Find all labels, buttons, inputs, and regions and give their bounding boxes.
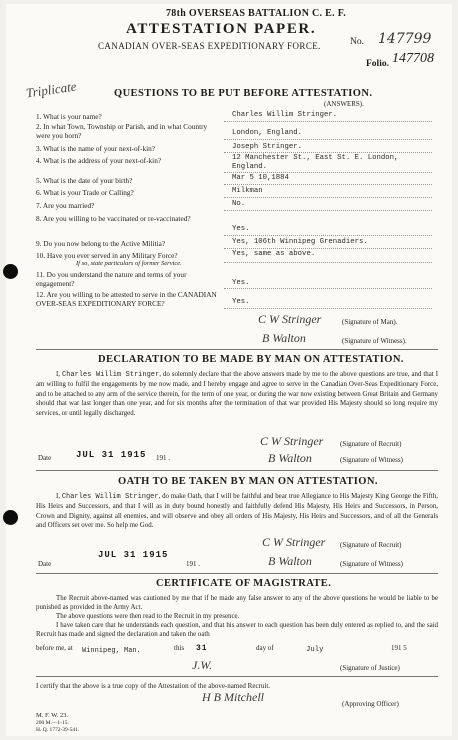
officer-label: (Approving Officer) xyxy=(342,700,399,708)
answer-12: Yes. xyxy=(232,298,250,306)
oath-signature: C W Stringer xyxy=(262,535,326,549)
question-10: 10. Have you ever served in any Military Force? xyxy=(36,251,178,260)
oath-year-prefix: 191 . xyxy=(186,560,200,568)
signature-man-label: (Signature of Man). xyxy=(342,318,398,326)
attestation-paper xyxy=(6,4,452,736)
justice-label: (Signature of Justice) xyxy=(340,664,400,672)
oath-text: I, Charles Willim Stringer, do make Oath, that I will be faithful and bear true Allegiance to His Majesty King George the Fifth, His Heirs and Successors, and that I will as in duty bound honestly and faithfully defend His Majesty, His Heirs and Successors, in Person, Crown and Dignity, against all enemies, and will observe and obey all orders of His Majesty, His Heirs and Successors, and of all the Generals and Officers set over me. So help me God. xyxy=(36,493,438,530)
day-of-label: day of xyxy=(256,644,274,652)
month-value: July xyxy=(306,646,324,654)
certificate-p3: I have taken care that he understands each question, and that his answer to each question has been duly entered as replied to, and the said Recruit has made and signed the declaration and taken the oath xyxy=(36,622,438,639)
question-6: 6. What is your Trade or Calling? xyxy=(36,188,134,197)
question-10-note: If so, state particulars of former Service. xyxy=(76,260,182,267)
declaration-text: I, Charles Willim Stringer, do solemnly declare that the above answers made by me to the above questions are true, and that I am willing to fulfil the engagements by me now made, and I hereby engage and agree to serve in the Canadian Over-Seas Expeditionary Force, and to be attached to any arm of the service therein, for the term of one year, or during the war now existing between Great Britain and Germany should that war last longer than one year, and for six months after the termination of that war provided His Majesty should so long require my services, or until legally discharged. xyxy=(36,371,439,417)
certificate-p1: The Recruit above-named was cautioned by me that if he made any false answer to any of the above questions he would be liable to be punished as provided in the Army Act. xyxy=(36,595,438,612)
signature-man: C W Stringer xyxy=(258,312,322,326)
answer-6: Milkman xyxy=(232,187,263,195)
question-5: 5. What is the date of your birth? xyxy=(36,176,133,185)
answers-label: (ANSWERS). xyxy=(324,100,364,108)
declaration-witness-signature: B Walton xyxy=(268,451,312,465)
certificate-p2: The above questions were then read to the Recruit in my presence. xyxy=(56,613,240,620)
declaration-date: JUL 31 1915 xyxy=(76,450,147,460)
signature-witness-label: (Signature of Witness). xyxy=(342,337,407,345)
hq-code: H. Q. 1772-39-541. xyxy=(36,727,80,733)
folio-value: 147708 xyxy=(392,51,434,66)
question-7: 7. Are you married? xyxy=(36,201,95,210)
punch-hole-bottom xyxy=(3,510,18,525)
page-title: ATTESTATION PAPER. xyxy=(126,21,317,37)
answer-5: Mar 5 10,1884 xyxy=(232,174,289,182)
certificate-heading: CERTIFICATE OF MAGISTRATE. xyxy=(156,578,332,589)
page-subtitle: CANADIAN OVER-SEAS EXPEDITIONARY FORCE. xyxy=(98,41,321,51)
declaration-signature: C W Stringer xyxy=(260,434,324,448)
answer-11: Yes. xyxy=(232,279,250,287)
year-value: 191 5 xyxy=(391,644,407,652)
question-3: 3. What is the name of your next-of-kin? xyxy=(36,144,156,153)
oath-witness-signature: B Walton xyxy=(268,554,312,568)
question-1: 1. What is your name? xyxy=(36,112,102,121)
number-value: 147799 xyxy=(378,31,432,47)
answer-9: Yes, 106th Winnipeg Grenadiers. xyxy=(232,238,368,246)
print-run: 200 M.—1-15. xyxy=(36,720,69,726)
before-me-label: before me, at xyxy=(36,644,73,652)
margin-note: Triplicate xyxy=(25,78,78,101)
oath-date-label: Date xyxy=(38,560,52,568)
day-value: 31 xyxy=(196,644,208,653)
question-2: 2. In what Town, Township or Parish, and in what Country were you born? xyxy=(36,122,208,140)
form-number: M. F. W. 23. xyxy=(36,712,69,719)
declaration-heading: DECLARATION TO BE MADE BY MAN ON ATTESTATION. xyxy=(98,354,404,365)
officer-signature: H B Mitchell xyxy=(202,690,264,704)
question-4: 4. What is the address of your next-of-kin? xyxy=(36,156,162,165)
oath-name: Charles Willim Stringer xyxy=(61,493,159,501)
punch-hole-top xyxy=(3,264,18,279)
answer-7: No. xyxy=(232,200,246,208)
place-value: Winnipeg, Man. xyxy=(82,647,141,655)
justice-signature: J.W. xyxy=(192,658,213,672)
questions-heading: QUESTIONS TO BE PUT BEFORE ATTESTATION. xyxy=(114,88,373,99)
oath-heading: OATH TO BE TAKEN BY MAN ON ATTESTATION. xyxy=(118,476,378,487)
oath-recruit-label: (Signature of Recruit) xyxy=(340,541,402,549)
question-12: 12. Are you willing to be attested to serve in the CANADIAN OVER-SEAS EXPEDITIONARY FORCE? xyxy=(36,290,217,308)
answer-1: Charles Willim Stringer. xyxy=(232,111,338,119)
question-9: 9. Do you now belong to the Active Militia? xyxy=(36,239,166,248)
signature-witness: B Walton xyxy=(262,331,306,345)
answer-2: London, England. xyxy=(232,129,303,137)
question-8: 8. Are you willing to be vaccinated or re-vaccinated? xyxy=(36,214,191,223)
this-label: this xyxy=(174,644,185,652)
answer-3: Joseph Stringer. xyxy=(232,143,303,151)
folio-label: Folio. xyxy=(366,59,389,69)
declaration-year-prefix: 191 . xyxy=(156,454,170,462)
oath-date: JUL 31 1915 xyxy=(98,550,169,560)
question-11: 11. Do you understand the nature and terms of your engagement? xyxy=(36,270,187,288)
answer-4: 12 Manchester St., East St. E. London, England. xyxy=(232,154,399,171)
declaration-witness-label: (Signature of Witness) xyxy=(340,456,403,464)
number-label: No. xyxy=(350,37,364,47)
answer-10: Yes, same as above. xyxy=(232,250,316,258)
answer-8: Yes. xyxy=(232,225,250,233)
approval-text: I certify that the above is a true copy of the Attestation of the above-named Recruit. xyxy=(36,682,271,690)
battalion-header: 78th OVERSEAS BATTALION C. E. F. xyxy=(166,8,347,19)
declaration-recruit-label: (Signature of Recruit) xyxy=(340,440,402,448)
oath-witness-label: (Signature of Witness) xyxy=(340,560,403,568)
declaration-name: Charles Willim Stringer xyxy=(62,371,160,379)
declaration-date-label: Date xyxy=(38,454,52,462)
